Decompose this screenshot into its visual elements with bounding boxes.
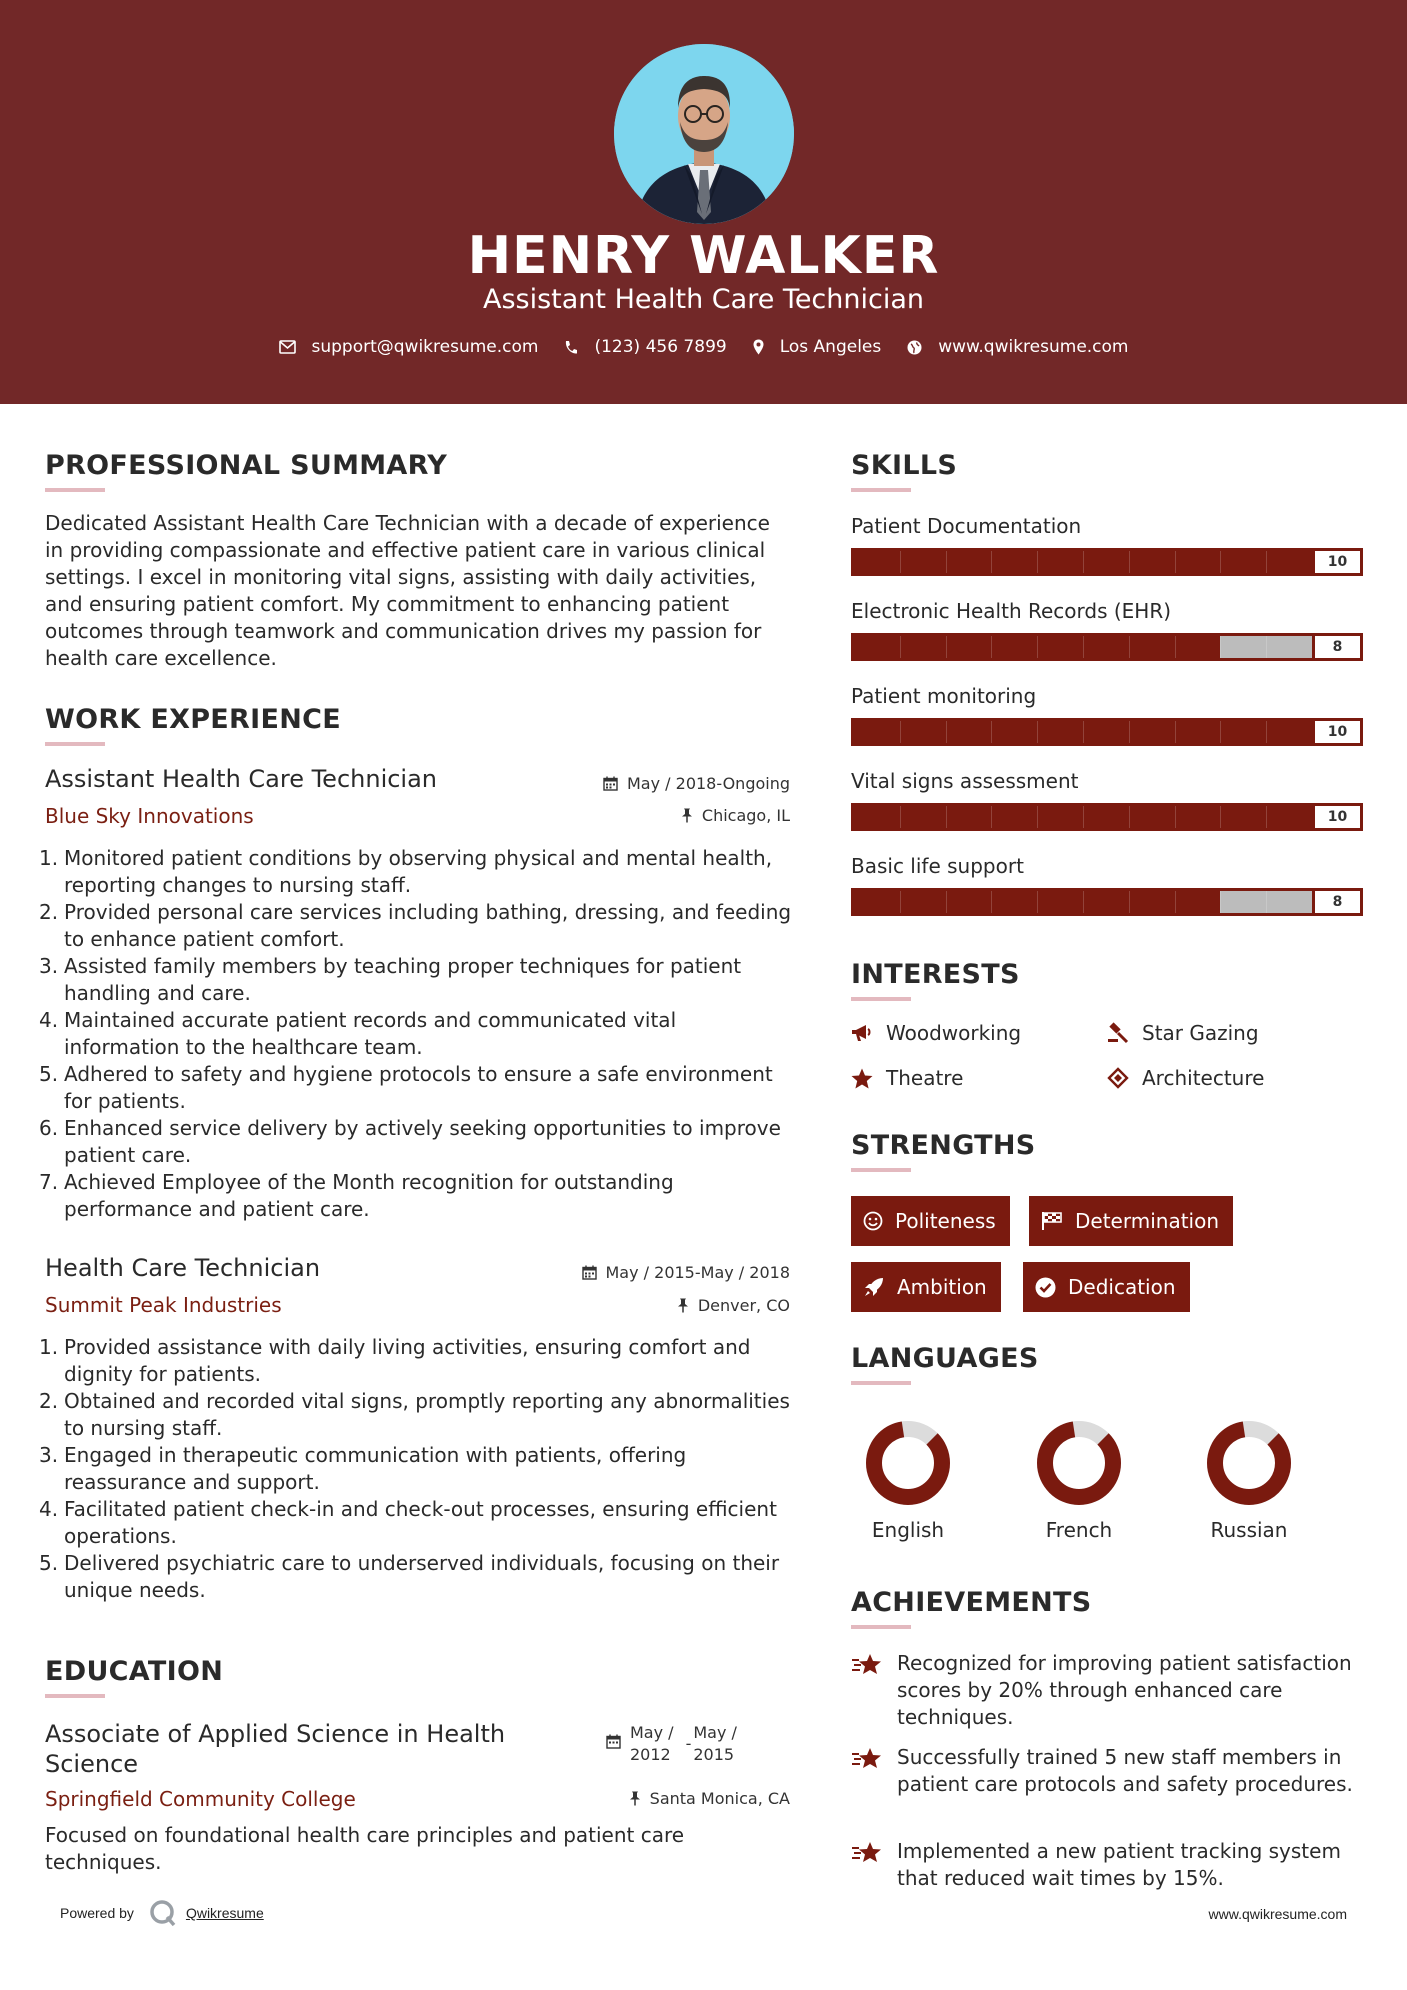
achievements-heading-rule <box>851 1625 911 1629</box>
list-item: 3. Engaged in therapeutic communication with patients, offering reassurance and support. <box>39 1443 687 1494</box>
skill-bar-segment <box>991 806 992 828</box>
skill-bar-segment <box>1129 551 1130 573</box>
skill-bar-segment <box>991 891 992 913</box>
skill-bar-segment <box>1266 721 1267 743</box>
achievement-item: Recognized for improving patient satisfaction scores by 20% through enhanced care techniques. <box>851 1650 1371 1731</box>
contact-website[interactable] <box>907 337 1128 357</box>
globe-icon <box>907 340 922 355</box>
skill-name: Patient monitoring <box>851 684 1037 708</box>
skill-value: 10 <box>1312 551 1360 573</box>
skill-bar <box>851 803 1363 831</box>
interests-heading: INTERESTS <box>851 959 1020 990</box>
skill-bar-segment <box>1266 806 1267 828</box>
phone-icon <box>564 340 578 355</box>
education-location <box>560 1789 790 1808</box>
skill-name: Vital signs assessment <box>851 769 1079 793</box>
list-item: 4. Maintained accurate patient records and communicated vital information to the healthcare team. <box>39 1008 677 1059</box>
list-item: 5. Adhered to safety and hygiene protocols to ensure a safe environment for patients. <box>39 1062 773 1113</box>
skill-bar-segment <box>1083 721 1084 743</box>
skill-bar-segment <box>1220 806 1221 828</box>
contact-email[interactable] <box>279 337 539 357</box>
interest-star-gazing: Star Gazing <box>1107 1021 1259 1045</box>
flag-icon <box>1041 1211 1063 1231</box>
skill-bar-segment <box>1037 551 1038 573</box>
skill-name: Basic life support <box>851 854 1024 878</box>
achievements-heading: ACHIEVEMENTS <box>851 1587 1092 1618</box>
calendar-icon <box>606 1734 621 1749</box>
list-item: 5. Delivered psychiatric care to underserved individuals, focusing on their unique needs. <box>39 1551 780 1602</box>
language-level-donut <box>863 1418 953 1508</box>
skill-bar-segment <box>1129 721 1130 743</box>
skill-bar-segment <box>1083 636 1084 658</box>
skill-bar-segment <box>1266 891 1267 913</box>
job-location-text: Denver, CO <box>697 1296 790 1315</box>
pin-icon <box>629 1791 641 1806</box>
skill-bar-segment <box>1037 636 1038 658</box>
summary-heading: PROFESSIONAL SUMMARY <box>45 450 448 481</box>
summary-text: Dedicated Assistant Health Care Technician with a decade of experience in providing compassionate and effective patient care in various clinical settings. I excel in monitoring vital signs, assisting with daily activities, and ensuring patient comfort. My commitment to enhancing patient outcomes through teamwork and communication drives my passion for health care excellence. <box>45 511 770 670</box>
skill-bar-segment <box>1175 891 1176 913</box>
education-description: Focused on foundational health care principles and patient care techniques. <box>45 1823 685 1874</box>
language-label: English <box>871 1518 945 1542</box>
skill-bar-segment <box>1220 721 1221 743</box>
list-item: 7. Achieved Employee of the Month recognition for outstanding performance and patient care. <box>39 1170 674 1221</box>
skill-bar-segment <box>946 721 947 743</box>
skill-bar-segment <box>946 891 947 913</box>
education-heading: EDUCATION <box>45 1656 224 1687</box>
experience-heading-rule <box>45 742 105 746</box>
strength-ambition: Ambition <box>851 1262 1001 1312</box>
qwikresume-logo-icon <box>148 1898 178 1928</box>
ticket-icon <box>1107 1067 1129 1089</box>
language-item <box>1189 1418 1309 1542</box>
candidate-name: HENRY WALKER <box>467 226 940 286</box>
skill-name: Patient Documentation <box>851 514 1082 538</box>
job-dates <box>560 774 790 793</box>
skill-bar <box>851 888 1363 916</box>
skill-bar-segment <box>1037 721 1038 743</box>
skill-value: 10 <box>1312 806 1360 828</box>
languages-heading: LANGUAGES <box>851 1343 1039 1374</box>
skill-name: Electronic Health Records (EHR) <box>851 599 1172 623</box>
experience-heading: WORK EXPERIENCE <box>45 704 341 735</box>
summary-heading-rule <box>45 488 105 492</box>
job-responsibilities <box>39 845 795 1223</box>
skill-value: 8 <box>1312 636 1360 658</box>
job-title: Assistant Health Care Technician <box>45 765 438 793</box>
interest-theatre: Theatre <box>851 1066 963 1090</box>
strengths-heading-rule <box>851 1168 911 1172</box>
job-title: Health Care Technician <box>45 1254 321 1282</box>
pin-icon <box>677 1298 689 1313</box>
skill-bar-segment <box>1220 891 1221 913</box>
language-level-donut <box>1034 1418 1124 1508</box>
award-star-icon <box>851 1746 885 1772</box>
skill-bar-segment <box>991 721 992 743</box>
rocket-icon <box>863 1276 885 1298</box>
language-item <box>848 1418 968 1542</box>
award-star-icon <box>851 1652 885 1678</box>
powered-by <box>60 1898 264 1928</box>
skill-bar-segment <box>946 636 947 658</box>
education-dates: May / 2012 - May / 2015 <box>606 1722 737 1766</box>
skill-bar-segment <box>1266 636 1267 658</box>
skill-bar-segment <box>1266 551 1267 573</box>
list-item: 2. Obtained and recorded vital signs, promptly reporting any abnormalities to nursing staff. <box>39 1389 790 1440</box>
skill-bar-segment <box>1129 891 1130 913</box>
list-item: 4. Facilitated patient check-in and check-out processes, ensuring efficient operations. <box>39 1497 777 1548</box>
skill-bar-segment <box>1220 551 1221 573</box>
list-item: 6. Enhanced service delivery by actively seeking opportunities to improve patient care. <box>39 1116 781 1167</box>
candidate-title: Assistant Health Care Technician <box>482 284 925 315</box>
skill-bar-segment <box>1129 636 1130 658</box>
strengths-heading: STRENGTHS <box>851 1130 1036 1161</box>
contact-phone[interactable] <box>564 337 726 357</box>
job-responsibilities <box>39 1334 795 1604</box>
education-location-text: Santa Monica, CA <box>649 1789 790 1808</box>
calendar-icon <box>582 1265 597 1280</box>
job-location <box>560 1296 790 1315</box>
skill-bar-segment <box>900 551 901 573</box>
list-item: 1. Provided assistance with daily living activities, ensuring comfort and dignity for patients. <box>39 1335 751 1386</box>
check-circle-icon <box>1035 1277 1056 1298</box>
skill-bar-segment <box>1175 551 1176 573</box>
skill-bar-segment <box>1129 806 1130 828</box>
qwikresume-link[interactable]: Qwikresume <box>185 1905 264 1921</box>
header-banner <box>0 0 1407 404</box>
megaphone-icon <box>851 1023 873 1043</box>
skill-bar-segment <box>900 636 901 658</box>
skill-bar-segment <box>1175 721 1176 743</box>
skill-bar <box>851 633 1363 661</box>
skill-bar-segment <box>1083 891 1084 913</box>
skill-bar-segment <box>946 551 947 573</box>
job-company: Blue Sky Innovations <box>45 804 254 828</box>
skill-bar-segment <box>1175 806 1176 828</box>
profile-photo <box>614 44 794 224</box>
skill-bar-segment <box>1220 636 1221 658</box>
job-dates-text: May / 2018-Ongoing <box>627 774 790 793</box>
language-label: French <box>1045 1518 1113 1542</box>
degree-title: Associate of Applied Science in Health Science <box>45 1720 506 1778</box>
education-heading-rule <box>45 1694 105 1698</box>
gavel-icon <box>1107 1022 1129 1044</box>
contact-website-text: www.qwikresume.com <box>938 337 1129 357</box>
skill-value: 8 <box>1312 891 1360 913</box>
skills-heading-rule <box>851 488 911 492</box>
skills-heading: SKILLS <box>851 450 958 481</box>
interest-architecture: Architecture <box>1107 1066 1264 1090</box>
skill-bar-segment <box>900 721 901 743</box>
award-star-icon <box>851 1840 885 1866</box>
education-start: May / 2012 <box>630 1723 674 1764</box>
smile-icon <box>863 1211 883 1231</box>
job-dates <box>530 1263 790 1282</box>
job-location <box>560 806 790 825</box>
skill-bar-segment <box>900 806 901 828</box>
skill-bar-segment <box>991 636 992 658</box>
skill-bar-segment <box>991 551 992 573</box>
strength-politeness: Politeness <box>851 1196 1010 1246</box>
school-name: Springfield Community College <box>45 1787 356 1811</box>
contact-bar <box>0 337 1407 357</box>
contact-location <box>753 337 882 357</box>
skill-bar-segment <box>1037 891 1038 913</box>
envelope-icon <box>279 340 296 354</box>
skill-bar-segment <box>946 806 947 828</box>
job-company: Summit Peak Industries <box>45 1293 282 1317</box>
languages-heading-rule <box>851 1381 911 1385</box>
skill-bar-segment <box>1037 806 1038 828</box>
strength-dedication: Dedication <box>1023 1262 1190 1312</box>
language-item <box>1019 1418 1139 1542</box>
strength-determination: Determination <box>1029 1196 1233 1246</box>
star-icon <box>851 1068 873 1089</box>
skill-bar <box>851 718 1363 746</box>
skill-value: 10 <box>1312 721 1360 743</box>
skill-bar-segment <box>1175 636 1176 658</box>
pin-icon <box>681 808 693 823</box>
skill-bar-segment <box>1083 806 1084 828</box>
job-location-text: Chicago, IL <box>701 806 790 825</box>
powered-by-label: Powered by <box>60 1905 134 1921</box>
contact-email-text: support@qwikresume.com <box>311 337 539 357</box>
contact-phone-text: (123) 456 7899 <box>594 337 727 357</box>
skill-bar <box>851 548 1363 576</box>
achievement-item: Successfully trained 5 new staff members in patient care protocols and safety procedures. <box>851 1744 1371 1798</box>
map-pin-icon <box>753 339 764 355</box>
list-item: 3. Assisted family members by teaching proper techniques for patient handling and care. <box>39 954 742 1005</box>
achievement-item: Implemented a new patient tracking system that reduced wait times by 15%. <box>851 1838 1371 1892</box>
language-label: Russian <box>1210 1518 1288 1542</box>
interests-heading-rule <box>851 997 911 1001</box>
list-item: 1. Monitored patient conditions by observing physical and mental health, reporting changes to nursing staff. <box>39 846 773 897</box>
job-dates-text: May / 2015-May / 2018 <box>605 1263 790 1282</box>
calendar-icon <box>603 776 618 791</box>
education-end: May / 2015 <box>693 1723 737 1764</box>
skill-bar-segment <box>900 891 901 913</box>
language-level-donut <box>1204 1418 1294 1508</box>
skill-bar-segment <box>1083 551 1084 573</box>
list-item: 2. Provided personal care services including bathing, dressing, and feeding to enhance patient comfort. <box>39 900 792 951</box>
contact-location-text: Los Angeles <box>779 337 882 357</box>
footer-website[interactable]: www.qwikresume.com <box>1208 1906 1347 1922</box>
interest-woodworking: Woodworking <box>851 1021 1021 1045</box>
